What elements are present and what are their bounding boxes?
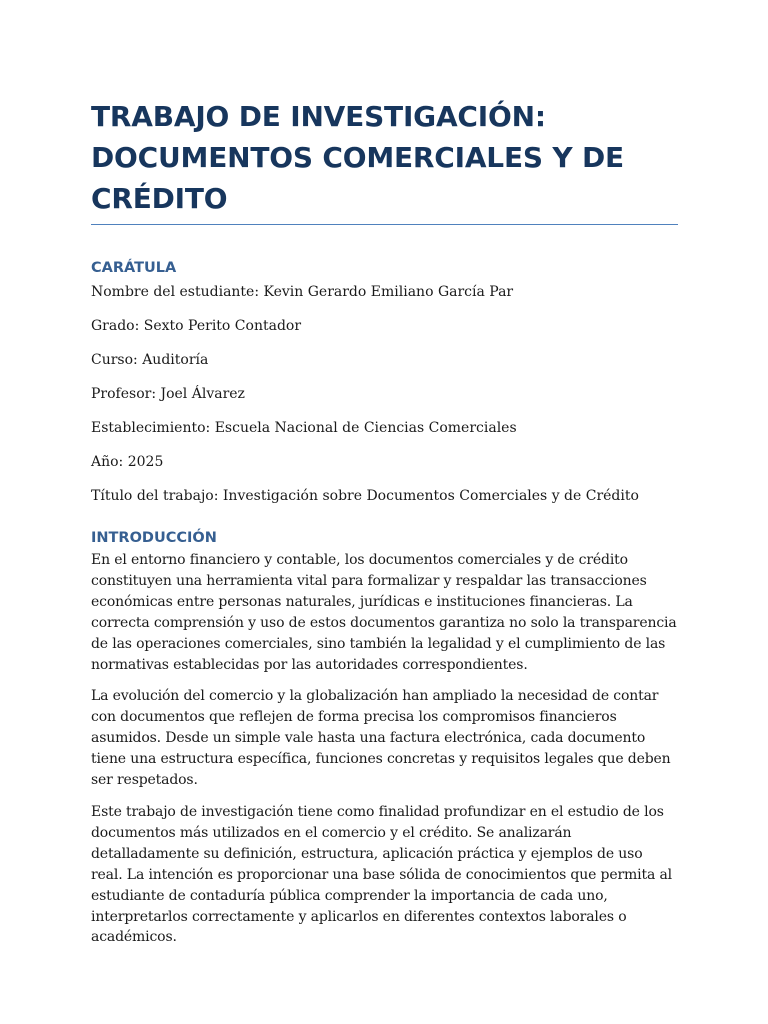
caratula-heading: CARÁTULA: [91, 260, 177, 276]
intro-paragraph-2: La evolución del comercio y la globalización han ampliado la necesidad de contar con documentos que reflejen de forma precisa los compromisos financieros asumidos. Desde un simple vale hasta una factura electrónica, cada documento tiene una estructura específica, funciones concretas y requisitos legales que deben ser respetados.: [91, 688, 671, 789]
document-title: TRABAJO DE INVESTIGACIÓN: DOCUMENTOS COMERCIALES Y DE CRÉDITO: [91, 96, 678, 225]
field-teacher: Profesor: Joel Álvarez: [91, 386, 245, 402]
field-student-name: Nombre del estudiante: Kevin Gerardo Emiliano García Par: [91, 284, 514, 300]
intro-paragraph-3: Este trabajo de investigación tiene como finalidad profundizar en el estudio de los documentos más utilizados en el comercio y el crédito. Se analizarán detalladamente su definición, estructura, aplicación práctica y ejemplos de uso real. La intención es proporcionar una base sólida de conocimientos que permita al estudiante de contaduría pública comprender la importancia de cada uno, interpretarlos correctamente y aplicarlos en diferentes contextos laborales o académicos.: [91, 803, 672, 946]
introduccion-heading: INTRODUCCIÓN: [91, 530, 217, 546]
field-grade: Grado: Sexto Perito Contador: [91, 318, 302, 334]
field-school: Establecimiento: Escuela Nacional de Ciencias Comerciales: [91, 420, 517, 436]
document-body: [91, 96, 678, 948]
field-course: Curso: Auditoría: [91, 352, 209, 368]
field-work-title: Título del trabajo: Investigación sobre Documentos Comerciales y de Crédito: [91, 488, 639, 504]
intro-paragraph-1: En el entorno financiero y contable, los documentos comerciales y de crédito constituyen una herramienta vital para formalizar y respaldar las transacciones económicas entre personas naturales, jurídicas e instituciones financieras. La correcta comprensión y uso de estos documentos garantiza no solo la transparencia de las operaciones comerciales, sino también la legalidad y el cumplimiento de las normativas establecidas por las autoridades correspondientes.: [91, 552, 677, 673]
field-year: Año: 2025: [91, 454, 164, 470]
